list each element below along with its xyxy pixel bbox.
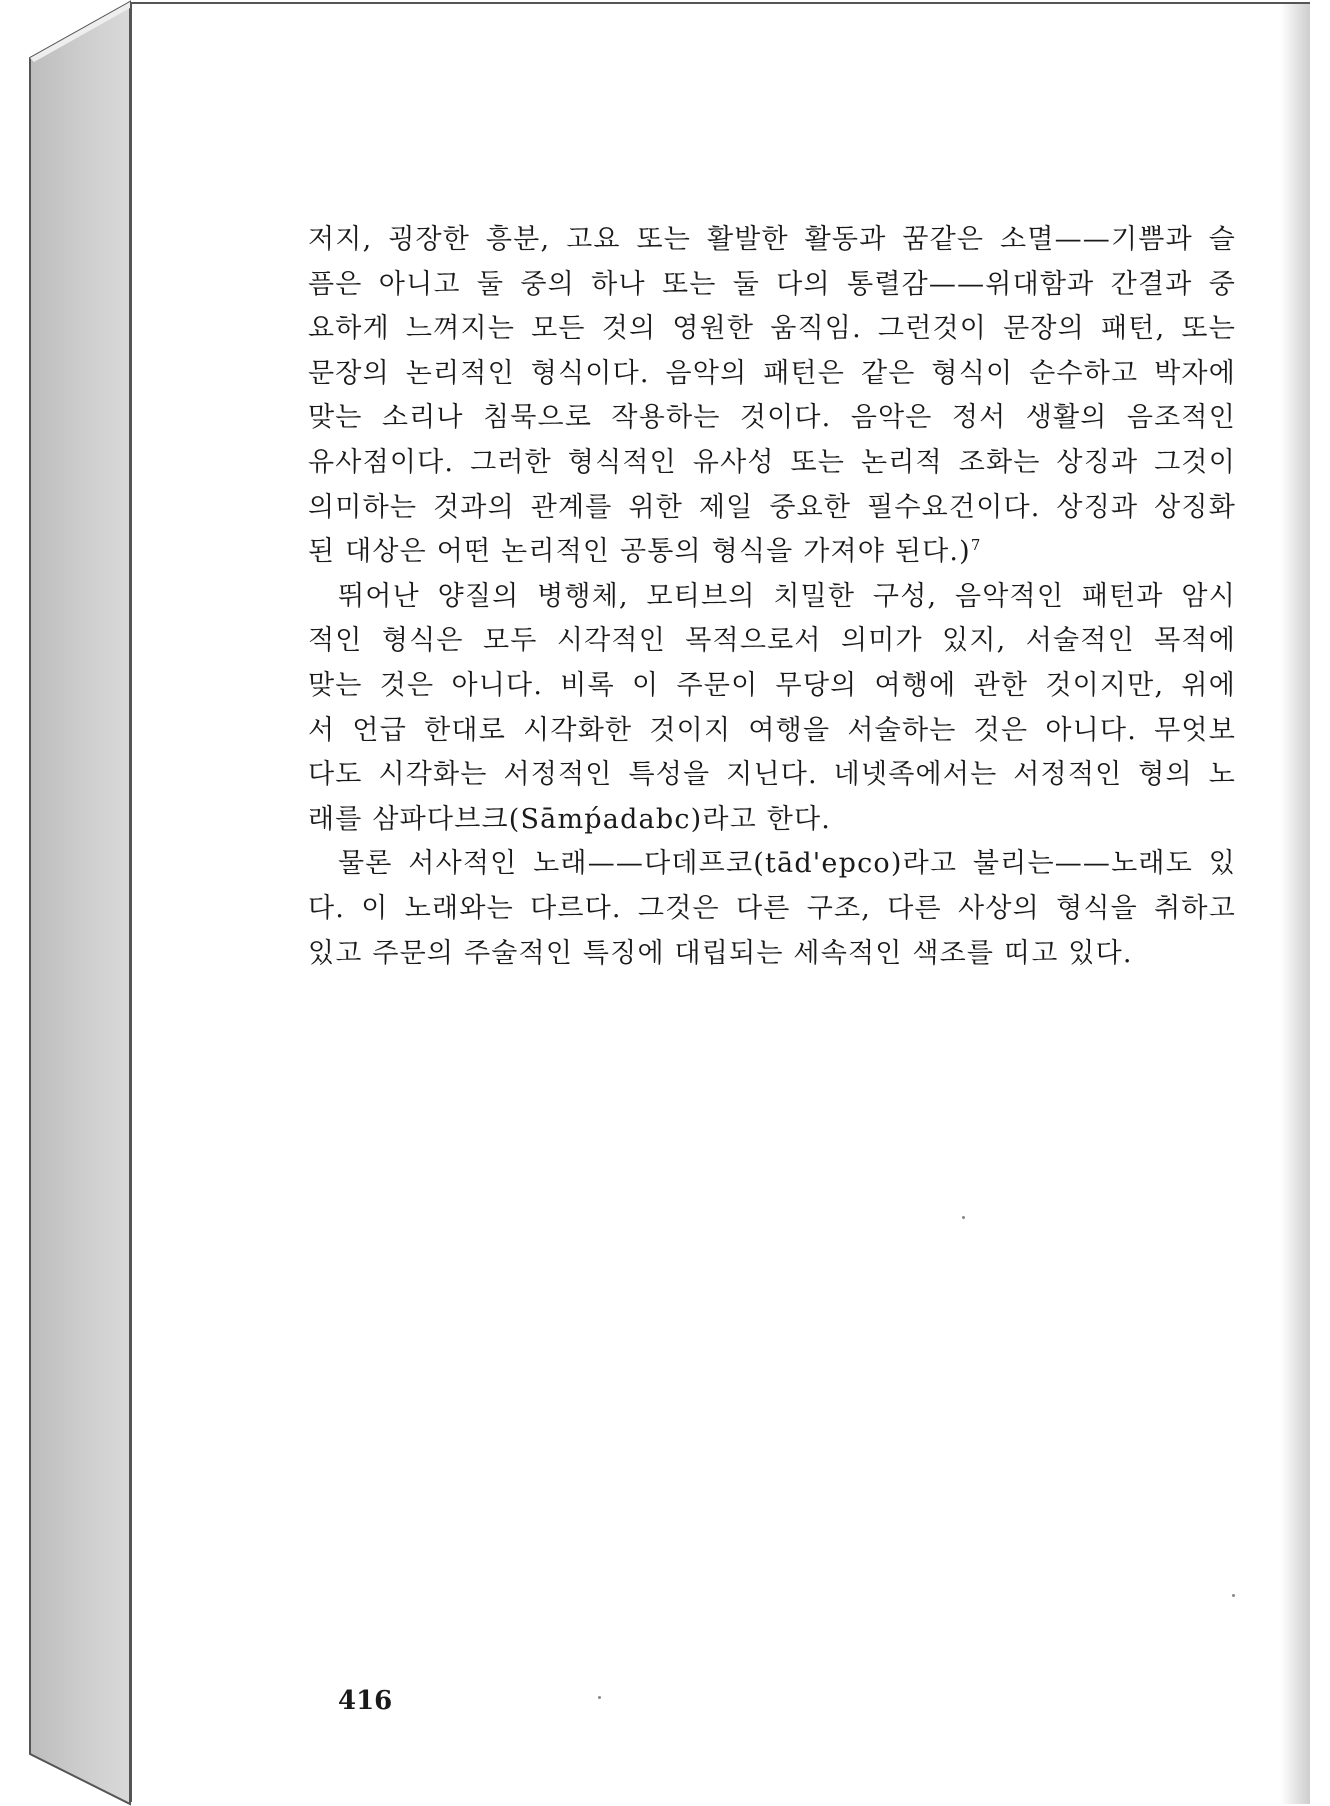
text-line: 다. 이 노래와는 다르다. 그것은 다른 구조, 다른 사상의 형식을 취하고 bbox=[308, 892, 1236, 924]
paragraph-1 bbox=[308, 218, 1236, 575]
paper-speck bbox=[1232, 1594, 1235, 1597]
text-line: 된 대상은 어떤 논리적인 공통의 형식을 가져야 된다.) bbox=[308, 536, 971, 568]
text-line: 뛰어난 양질의 병행체, 모티브의 치밀한 구성, 음악적인 패턴과 암시 bbox=[338, 580, 1236, 612]
footnote-mark: 7 bbox=[970, 536, 982, 555]
text-line-with-footnote bbox=[308, 530, 1236, 575]
text-line: 문장의 논리적인 형식이다. 음악의 패턴은 같은 형식이 순수하고 박자에 bbox=[308, 357, 1236, 389]
page-number: 416 bbox=[338, 1686, 393, 1716]
text-line: 의미하는 것과의 관계를 위한 제일 중요한 필수요건이다. 상징과 상징화 bbox=[308, 491, 1236, 523]
text-line: 래를 삼파다브크(Sāmṕadabc)라고 한다. bbox=[308, 803, 832, 835]
paper-speck bbox=[962, 1216, 965, 1219]
page-edge-shadow bbox=[1280, 4, 1310, 1804]
text-line: 다도 시각화는 서정적인 특성을 지닌다. 네넷족에서는 서정적인 형의 노 bbox=[308, 759, 1236, 791]
text-line: 물론 서사적인 노래——다데프코(tād'epco)라고 불리는——노래도 있 bbox=[338, 848, 1236, 880]
paper-speck bbox=[598, 1696, 601, 1699]
paragraph-3 bbox=[308, 842, 1236, 976]
text-line: 맞는 것은 아니다. 비록 이 주문이 무당의 여행에 관한 것이지만, 위에 bbox=[308, 669, 1236, 701]
text-line: 맞는 소리나 침묵으로 작용하는 것이다. 음악은 정서 생활의 음조적인 bbox=[308, 402, 1236, 434]
text-line: 적인 형식은 모두 시각적인 목적으로서 의미가 있지, 서술적인 목적에 bbox=[308, 625, 1236, 657]
text-line: 있고 주문의 주술적인 특징에 대립되는 세속적인 색조를 띠고 있다. bbox=[308, 937, 1133, 969]
text-line: 유사점이다. 그러한 형식적인 유사성 또는 논리적 조화는 상징과 그것이 bbox=[308, 446, 1236, 478]
text-line: 저지, 굉장한 흥분, 고요 또는 활발한 활동과 꿈같은 소멸——기쁨과 슬 bbox=[308, 224, 1236, 255]
paragraph-2 bbox=[308, 575, 1236, 843]
text-line: 요하게 느껴지는 모든 것의 영원한 움직임. 그런것이 문장의 패턴, 또는 bbox=[308, 313, 1236, 345]
text-line: 픔은 아니고 둘 중의 하나 또는 둘 다의 통렬감——위대함과 간결과 중 bbox=[308, 268, 1236, 300]
text-line: 서 언급 한대로 시각화한 것이지 여행을 서술하는 것은 아니다. 무엇보 bbox=[308, 714, 1236, 746]
body-text bbox=[308, 218, 1236, 976]
